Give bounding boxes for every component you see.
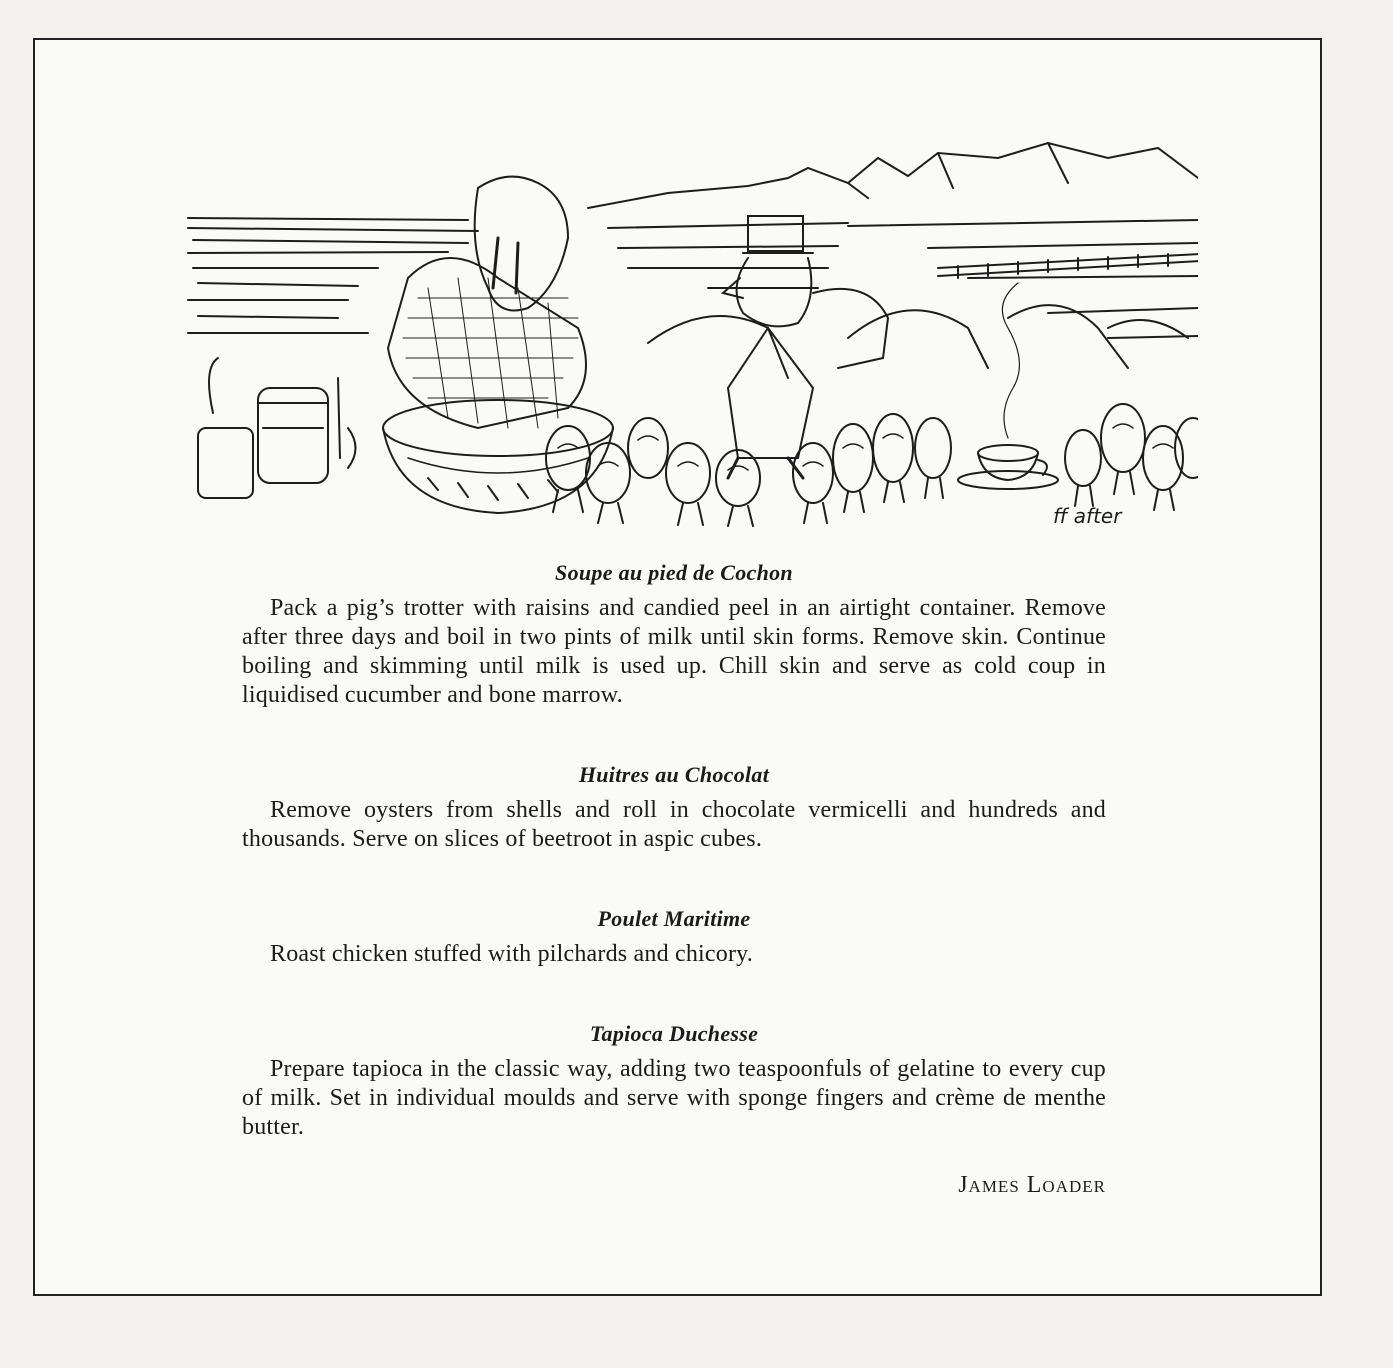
jetty xyxy=(938,253,1198,276)
jars xyxy=(198,358,356,498)
recipe-huitres xyxy=(242,762,1106,854)
recipe-title: Soupe au pied de Cochon xyxy=(555,560,793,585)
illustration-signature: ff after xyxy=(1053,504,1122,528)
carpenter-figure xyxy=(723,216,888,478)
recipe-soupe xyxy=(242,560,1106,710)
recipe-poulet xyxy=(242,906,1106,969)
recipe-title: Huitres au Chocolat xyxy=(578,762,770,787)
recipe-body: Roast chicken stuffed with pilchards and chicory. xyxy=(270,941,754,967)
walrus-and-carpenter-illustration xyxy=(148,128,1198,533)
recipe-list xyxy=(242,560,1106,1199)
recipe-title: Tapioca Duchesse xyxy=(589,1021,759,1046)
sea-waves xyxy=(188,218,478,333)
walrus-figure xyxy=(388,177,586,428)
recipe-tapioca xyxy=(242,1021,1106,1142)
mountain-range xyxy=(588,143,1198,208)
recipe-title: Poulet Maritime xyxy=(597,906,751,931)
author-name: James Loader xyxy=(958,1172,1106,1198)
page-frame xyxy=(33,38,1322,1296)
recipe-body: Pack a pig’s trotter with raisins and candied peel in an airtight container. Remove after three days and boil in two pints of milk until skin forms. Remove skin. Continue boiling and skimming until milk is used up. Chill skin and serve as cold coup in liquidised cucumber and bone marrow. xyxy=(242,595,1106,708)
recipe-body: Remove oysters from shells and roll in chocolate vermicelli and hundreds and thousands. Serve on slices of beetroot in aspic cubes. xyxy=(242,797,1106,852)
rocks xyxy=(648,305,1188,378)
recipe-body: Prepare tapioca in the classic way, adding two teaspoonfuls of gelatine to every cup of milk. Set in individual moulds and serve with sponge fingers and crème de menthe butter. xyxy=(242,1056,1106,1140)
teacup xyxy=(958,283,1058,489)
